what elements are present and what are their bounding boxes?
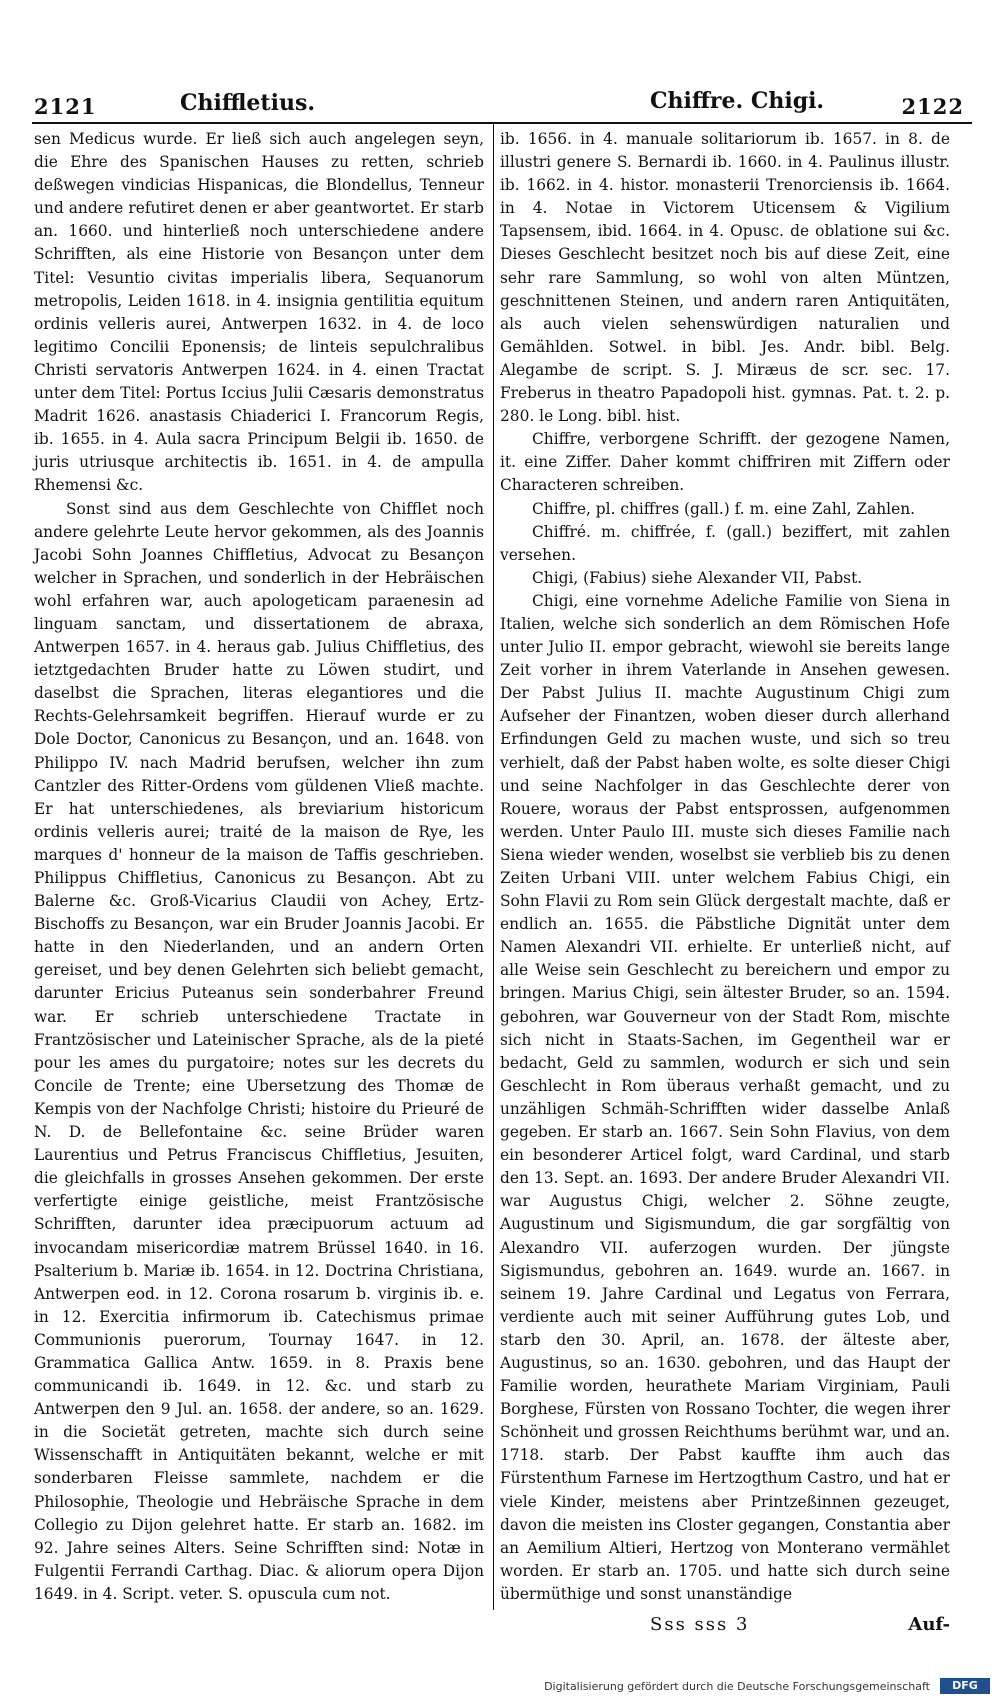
- signature-line: [500, 1614, 950, 1640]
- header-rule: [32, 122, 972, 124]
- entry-chiffre-adj: Chiffré. m. chiffrée, f. (gall.) beziffert, mit zahlen versehen.: [500, 522, 950, 564]
- page-header: [30, 84, 970, 120]
- column-divider: [493, 124, 494, 1610]
- entry-chigi-fabius: Chigi, (Fabius) siehe Alexander VII, Pabst.: [532, 568, 863, 587]
- page-number-left: 2121: [34, 94, 97, 119]
- catchword: Auf-: [908, 1614, 950, 1635]
- dfg-logo: DFG: [940, 1678, 990, 1694]
- digitization-credit: Digitalisierung gefördert durch die Deutsche Forschungsgemeinschaft: [544, 1680, 930, 1693]
- running-head-left: Chiffletius.: [180, 90, 315, 116]
- entry-chiffre-plural: Chiffre, pl. chiffres (gall.) f. m. eine Zahl, Zahlen.: [532, 499, 916, 518]
- left-column: [34, 128, 484, 1606]
- running-head-right: Chiffre. Chigi.: [650, 88, 825, 114]
- entry-chigi-family: Chigi, eine vornehme Adeliche Familie von Siena in Italien, welche sich sonderlich an dem Römischen Hofe unter Julio II. empor gebracht, wiewohl sie bereits lange Zeit vorher in ihrem Vaterlande in Ansehen gewesen. Der Pabst Julius II. machte Augustinum Chigi zum Aufseher der Finantzen, woben dieser durch allerhand Erfindungen Geld zu machen wuste, und sich so treu verhielt, daß der Pabst haben wolte, es solte dieser Chigi und seine Nachfolger in das Geschlechte derer von Rouere, woraus der Pabst entsprossen, aufgenommen werden. Unter Paulo III. muste sich dieses Familie nach Siena wieder wenden, woselbst sie verblieb bis zu denen Zeiten Urbani VIII. unter welchem Fabius Chigi, ein Sohn Flavii zu Rom sein Glück dergestalt machte, daß er endlich an. 1655. die Päbstliche Dignität unter dem Namen Alexandri VII. erhielte. Er unterließ nicht, auf alle Weise sein Geschlecht zu bereichern und empor zu bringen. Marius Chigi, sein ältester Bruder, so an. 1594. gebohren, war Gouverneur von der Stadt Rom, mischte sich nicht in Staats-Sachen, im Gegentheil war er bedacht, Geld zu sammlen, wodurch er sich und sein Geschlecht in Rom überaus verhaßt gemacht, und zu unzähligen Schmäh-Schrifften wider dasselbe Anlaß gegeben. Er starb an. 1667. Sein Sohn Flavius, von dem ein besonderer Articel folgt, ward Cardinal, und starb den 13. Sept. an. 1693. Der andere Bruder Alexandri VII. war Augustus Chigi, welcher 2. Söhne zeugte, Augustinum und Sigismundum, die gar sorgfältig von Alexandro VII. auferzogen wurden. Der jüngste Sigismundus, gebohren an. 1649. wurde an. 1667. in seinem 19. Jahre Cardinal und Legatus von Ferrara, verdiente auch mit seiner Aufführung gutes Lob, und starb den 30. April, an. 1678. der älteste aber, Augustinus, so an. 1630. gebohren, und das Haupt der Familie worden, heurathete Mariam Virginiam, Pauli Borghese, Fürsten von Rossano Tochter, die wegen ihrer Schönheit und grossen Reichthums berühmt war, und an. 1718. starb. Der Pabst kauffte ihm auch das Fürstenthum Farnese im Hertzogthum Castro, und hat er viele Kinder, meistens aber Printzeßinnen gezeuget, davon die meisten ins Closter gegangen, Constantia aber an Aemilium Altieri, Hertzog von Monterano vermählet worden. Er starb an. 1705. und hatte sich durch seine übermüthige und sonst unanständige: [500, 591, 950, 1603]
- paragraph: sen Medicus wurde. Er ließ sich auch angelegen seyn, die Ehre des Spanischen Hauses zu retten, schrieb deßwegen vindicias Hispanicas, die Blondellus, Tenneur und andere refutiret denen er aber geantwortet. Er starb an. 1660. und hinterließ noch unterschiedene andere Schrifften, als eine Historie von Besançon unter dem Titel: Vesuntio civitas imperialis libera, Sequanorum metropolis, Leiden 1618. in 4. insignia gentilitia equitum ordinis velleris aurei, Antwerpen 1632. in 4. de loco legitimo Concilii Eponensis; de linteis sepulchralibus Christi servatoris Antwerpen 1624. in 4. einen Tractat unter dem Titel: Portus Iccius Julii Cæsaris demonstratus Madrit 1626. anastasis Chiaderici I. Francorum Regis, ib. 1655. in 4. Aula sacra Principum Belgii ib. 1650. de juris utriusque architectis ib. 1651. in 4. de ampulla Rhemensi &c.: [34, 130, 484, 495]
- entry-chiffre: Chiffre, verborgene Schrifft. der gezogene Namen, it. eine Ziffer. Daher kommt chiffriren mit Ziffern oder Characteren schreiben.: [500, 430, 950, 495]
- paragraph: ib. 1656. in 4. manuale solitariorum ib. 1657. in 8. de illustri genere S. Bernardi ib. 1660. in 4. Paulinus illustr. ib. 1662. in 4. histor. monasterii Trenorciensis ib. 1664. in 4. Notae in Victorem Uticensem & Vigilium Tapsensem, ibid. 1664. in 4. Opusc. de oblatione sui &c. Dieses Geschlecht besitzet noch bis auf diese Zeit, eine sehr rare Sammlung, so wohl von alten Müntzen, geschnittenen Steinen, und andern raren Antiquitäten, als auch vielen sehenswürdigen naturalien und Gemählden. Sotwel. in bibl. Jes. Andr. bibl. Belg. Alegambe de script. S. J. Miræus de scr. sec. 17. Freberus in theatro Papadopoli hist. gymnas. Pat. t. 2. p. 280. le Long. bibl. hist.: [500, 130, 950, 426]
- page-number-right: 2122: [901, 94, 964, 119]
- printer-signature: Sss sss 3: [650, 1614, 750, 1635]
- paragraph: Sonst sind aus dem Geschlechte von Chifflet noch andere gelehrte Leute hervor gekommen, als des Joannis Jacobi Sohn Joannes Chiffletius, Advocat zu Besançon welcher in Sprachen, und sonderlich in der Hebräischen wohl erfahren war, auch apologeticam paraenesin ad linguam sanctam, und dissertationem de abraxa, Antwerpen 1657. in 4. heraus gab. Julius Chiffletius, des ietztgedachten Bruder hatte zu Löwen studirt, und daselbst die Sprachen, literas elegantiores und die Rechts-Gelehrsamkeit begriffen. Hierauf wurde er zu Dole Doctor, Canonicus zu Besançon, und an. 1648. von Philippo IV. nach Madrid berufsen, welcher ihn zum Cantzler des Ritter-Ordens vom güldenen Vließ machte. Er hat unterschiedenes, als breviarium historicum ordinis velleris aurei; traité de la maison de Rye, les marques d' honneur de la maison de Taffis geschrieben. Philippus Chiffletius, Canonicus zu Besançon. Abt zu Balerne &c. Groß-Vicarius Claudii von Achey, Ertz-Bischoffs zu Besançon, war ein Bruder Joannis Jacobi. Er hatte in den Niederlanden, und an andern Orten gereiset, und bey denen Gelehrten sich beliebt gemacht, darunter Ericius Puteanus sein sonderbahrer Freund war. Er schrieb unterschiedene Tractate in Frantzösischer und Lateinischer Sprache, als de la pieté pour les ames du purgatoire; notes sur les decrets du Concile de Trente; eine Ubersetzung des Thomæ de Kempis von der Nachfolge Christi; histoire du Prieuré de N. D. de Bellefontaine &c. seine Brüder waren Laurentius und Petrus Franciscus Chiffletius, Jesuiten, die gleichfalls in grosses Ansehen gekommen. Der erste verfertigte einige geistliche, meist Frantzösische Schrifften, darunter idea præcipuorum actuum ad invocandam misericordiæ matrem Brüssel 1640. in 16. Psalterium b. Mariæ ib. 1654. in 12. Doctrina Christiana, Antwerpen eod. in 12. Corona rosarum b. virginis ib. e. in 12. Exercitia infirmorum ib. Catechismus primae Communionis puerorum, Tournay 1647. in 12. Grammatica Gallica Antw. 1659. in 8. Praxis bene communicandi ib. 1649. in 12. &c. und starb zu Antwerpen den 9 Jul. an. 1658. der andere, so an. 1629. in die Societät getreten, machte sich durch seine Wissenschafft in Antiquitäten bekannt, welche er mit sonderbaren Fleisse sammlete, nachdem er die Philosophie, Theologie und Hebräische Sprache in dem Collegio zu Dijon gelehret hatte. Er starb an. 1682. im 92. Jahre seines Alters. Seine Schrifften sind: Notæ in Fulgentii Ferrandi Carthag. Diac. & aliorum opera Dijon 1649. in 4. Script. veter. S. opuscula cum not.: [34, 499, 484, 1603]
- right-column: [500, 128, 950, 1606]
